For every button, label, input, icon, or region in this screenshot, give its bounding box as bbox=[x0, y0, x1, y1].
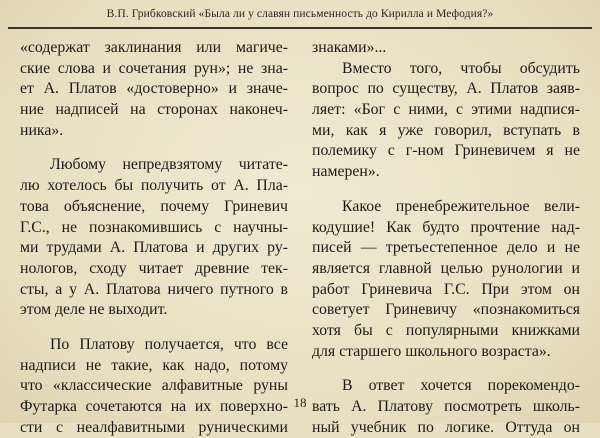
right-line: намерен». bbox=[312, 163, 380, 181]
right-text-column bbox=[312, 38, 580, 438]
left-line: Любому непредвзятому читате- bbox=[50, 156, 288, 174]
left-line: ника». bbox=[20, 121, 64, 139]
paragraph-gap bbox=[312, 183, 580, 197]
left-line: ми трудами А. Платова и других ру- bbox=[20, 239, 288, 257]
left-line: сты, а у А. Платова ничего путного в bbox=[20, 280, 288, 298]
right-line: Какое пренебрежительное вели- bbox=[342, 197, 580, 215]
paragraph-gap bbox=[312, 362, 580, 376]
right-line: писей — третьестепенное дело и не bbox=[312, 239, 580, 257]
right-line: В ответ хочется порекомендо- bbox=[342, 377, 580, 395]
left-line: этом деле не выходит. bbox=[20, 301, 168, 319]
right-line: вать А. Платову посмотреть школь- bbox=[312, 398, 580, 415]
left-line: Г.С., не познакомившись с научны- bbox=[20, 218, 288, 236]
left-line: сти с неалфавитными руническими bbox=[20, 418, 288, 436]
right-line: Вместо того, чтобы обсудить bbox=[342, 59, 580, 77]
right-line: для старшего школьного возраста». bbox=[312, 342, 551, 360]
page-number: 18 bbox=[293, 395, 307, 410]
left-line: Футарка сочетаются на их поверхно- bbox=[20, 398, 288, 415]
left-line: По Платову получается, что все bbox=[50, 335, 288, 353]
right-line: ный учебник по логике. Оттуда он bbox=[312, 418, 580, 436]
left-line: лю хотелось бы получить от А. Пла- bbox=[20, 177, 288, 195]
header-divider bbox=[8, 27, 592, 29]
left-line: това объяснение, почему Гриневич bbox=[20, 197, 288, 215]
right-line: полемику с г-ном Гриневичем я не bbox=[312, 142, 580, 160]
paragraph-gap bbox=[20, 321, 288, 335]
left-line: ние надписей на сторонах наконеч- bbox=[20, 101, 288, 119]
right-line: кодушие! Как будто прочтение над- bbox=[312, 218, 580, 236]
right-line: знаками»... bbox=[312, 39, 387, 56]
right-line: советует Гриневичу «познакомиться bbox=[312, 301, 580, 319]
right-line: ляет: «Бог с ними, с этими надпися- bbox=[312, 101, 580, 119]
left-line: нологов, сходу читает древние тек- bbox=[20, 259, 288, 277]
right-line: является главной целью рунологии и bbox=[312, 259, 580, 277]
left-text-column bbox=[20, 38, 288, 438]
left-line: что «классические алфавитные руны bbox=[20, 377, 288, 395]
left-line: «содержат заклинания или магиче- bbox=[20, 39, 288, 56]
right-line: вопрос по существу, А. Платов заяв- bbox=[312, 80, 580, 98]
right-line: работ Гриневича Г.С. При этом он bbox=[312, 280, 580, 298]
left-line: надписи не такие, как надо, потому bbox=[20, 356, 288, 374]
right-line: хотя бы с популярными книжками bbox=[312, 321, 580, 339]
paragraph-gap bbox=[20, 141, 288, 155]
left-line: ские слова и сочетания рун»; не зна- bbox=[20, 59, 288, 77]
left-line: ет А. Платов «достоверно» и значе- bbox=[20, 80, 288, 98]
running-header: В.П. Грибковский «Была ли у славян письменность до Кирилла и Мефодия?» bbox=[106, 8, 494, 20]
right-line: ми, как я уже говорил, вступать в bbox=[312, 121, 580, 139]
